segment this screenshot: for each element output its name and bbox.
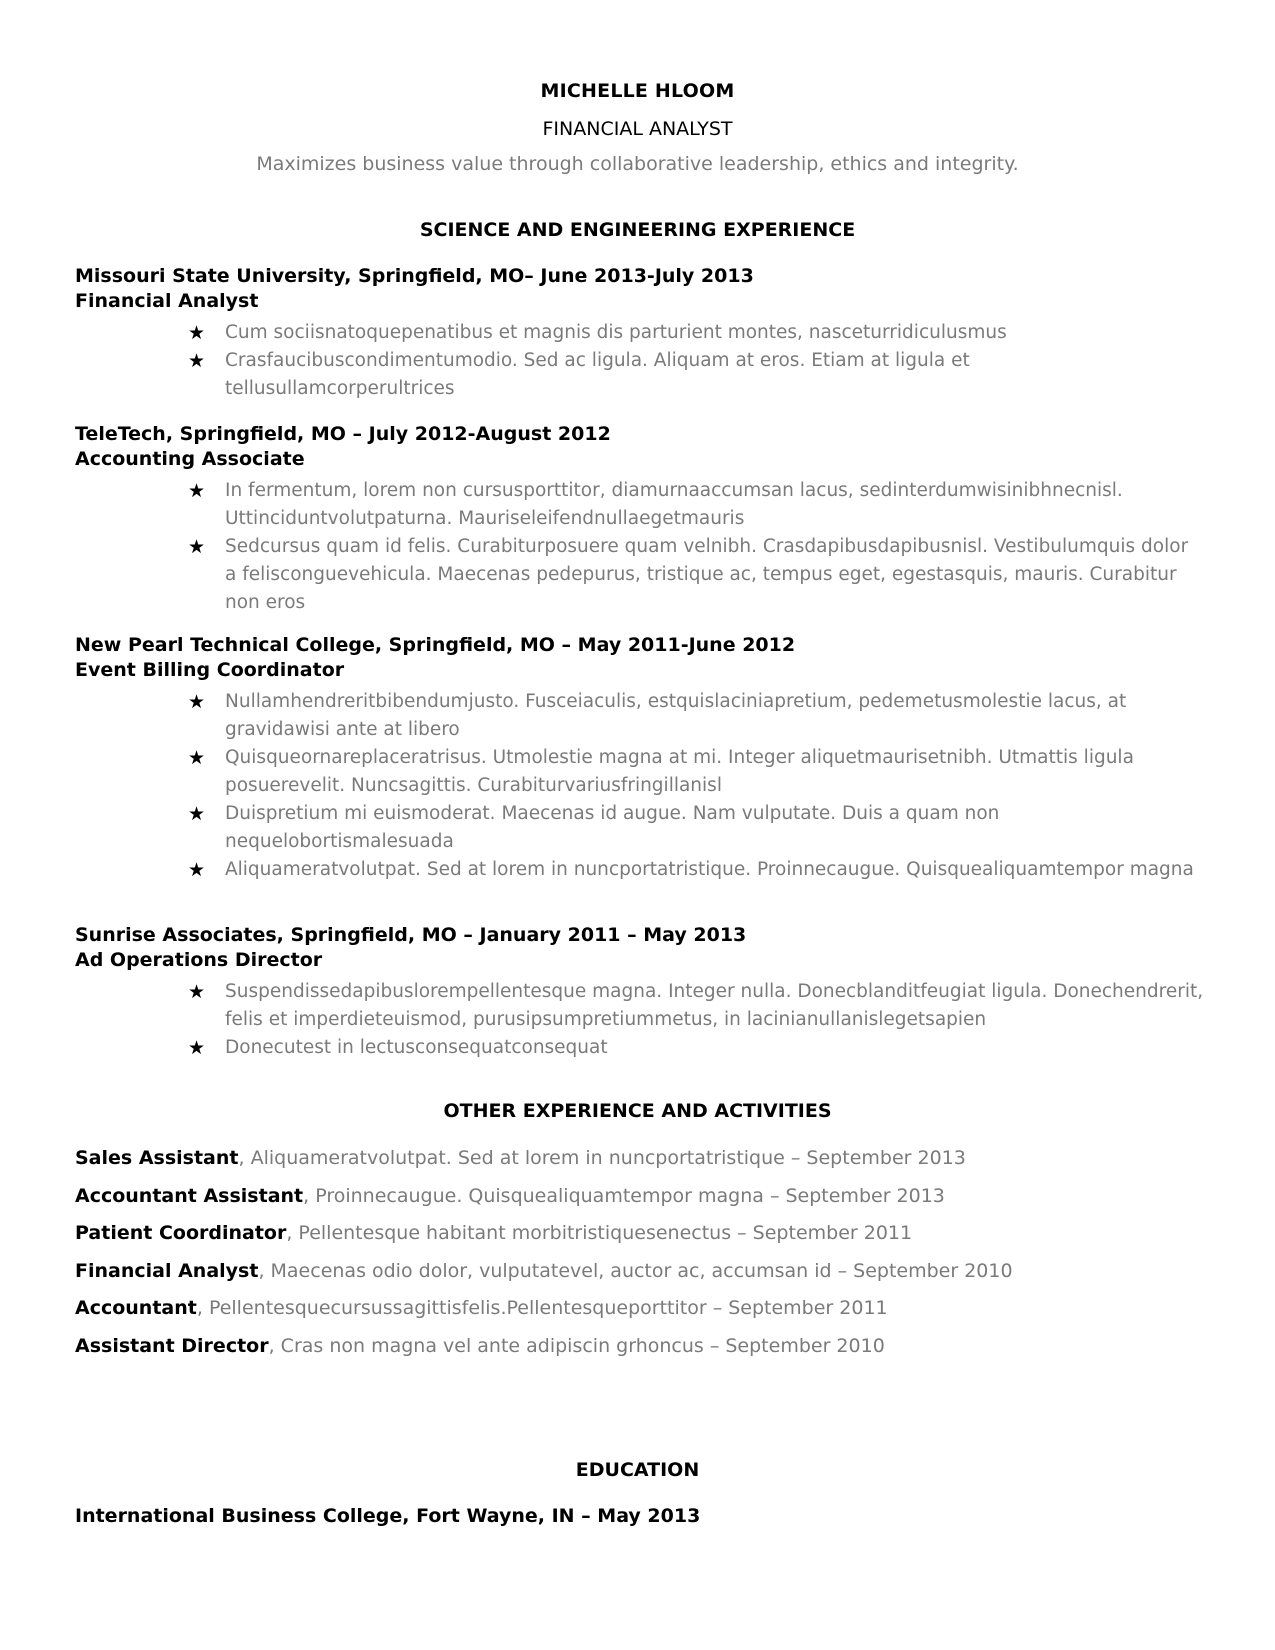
job-entry [75, 633, 1205, 884]
candidate-title: FINANCIAL ANALYST [542, 118, 733, 140]
activity-detail: , Proinnecaugue. Quisquealiquamtempor magna – September 2013 [303, 1184, 945, 1207]
job-bullet-list [75, 978, 1205, 1062]
job-entry [75, 422, 1205, 617]
activity-role: Patient Coordinator [75, 1222, 287, 1244]
job-position: Financial Analyst [75, 290, 259, 312]
job-bullet-list [75, 688, 1205, 884]
star-icon: ★ [188, 1037, 206, 1059]
job-heading: Missouri State University, Springfield, MO– June 2013-July 2013 [75, 265, 754, 287]
activity-detail: , Pellentesquecursussagittisfelis.Pellentesqueporttitor – September 2011 [196, 1297, 888, 1319]
job-bullet [75, 800, 1205, 856]
job-bullet [75, 744, 1205, 800]
list-item [75, 1178, 1205, 1216]
bullet-text: Aliquameratvolutpat. Sed at lorem in nuncportatristique. Proinnecaugue. Quisquealiquamtempor magna [225, 859, 1194, 880]
job-heading: New Pearl Technical College, Springfield, MO – May 2011-June 2012 [75, 634, 796, 656]
bullet-text: Duispretium mi euismoderat. Maecenas id augue. Nam vulputate. Duis a quam non nequelobortismalesuada [225, 803, 1000, 852]
experience-section-title: SCIENCE AND ENGINEERING EXPERIENCE [419, 219, 856, 241]
star-icon: ★ [188, 536, 206, 558]
education-entry: International Business College, Fort Wayne, IN – May 2013 [75, 1505, 701, 1527]
job-position: Accounting Associate [75, 448, 305, 470]
job-bullet [75, 978, 1205, 1034]
activity-role: Financial Analyst [75, 1259, 259, 1282]
activity-detail: , Pellentesque habitant morbitristiquesenectus – September 2011 [286, 1222, 913, 1244]
star-icon: ★ [188, 981, 206, 1003]
activity-role: Sales Assistant [75, 1147, 239, 1169]
bullet-text: Cum sociisnatoquepenatibus et magnis dis parturient montes, nasceturridiculusmus [225, 322, 1007, 343]
list-item [75, 1328, 1205, 1366]
job-bullet-list [75, 319, 1205, 403]
list-item [75, 1215, 1205, 1253]
star-icon: ★ [188, 747, 206, 769]
job-bullet [75, 1034, 1205, 1062]
activity-detail: , Cras non magna vel ante adipiscin grhoncus – September 2010 [268, 1334, 885, 1357]
job-position: Event Billing Coordinator [75, 659, 345, 681]
job-bullet [75, 688, 1205, 744]
bullet-text: Crasfaucibuscondimentumodio. Sed ac ligula. Aliquam at eros. Etiam at ligula et tellusullamcorperultrices [225, 350, 970, 399]
list-item [75, 1140, 1205, 1178]
bullet-text: In fermentum, lorem non cursusporttitor, diamurnaaccumsan lacus, sedinterdumwisinibhnecnisl. Uttinciduntvolutpaturna. Mauriseleifendnullaegetmauris [225, 480, 1123, 529]
job-heading: TeleTech, Springfield, MO – July 2012-August 2012 [75, 423, 611, 445]
bullet-text: Donecutest in lectusconsequatconsequat [225, 1037, 608, 1058]
job-entry [75, 923, 1205, 1062]
star-icon: ★ [188, 691, 206, 713]
activity-role: Accountant [75, 1297, 197, 1319]
other-section-title: OTHER EXPERIENCE AND ACTIVITIES [443, 1100, 832, 1122]
list-item [75, 1253, 1205, 1291]
education-section-title: EDUCATION [575, 1459, 700, 1481]
job-bullet [75, 477, 1205, 533]
activity-detail: , Maecenas odio dolor, vulputatevel, auctor ac, accumsan id – September 2010 [258, 1259, 1013, 1282]
star-icon: ★ [188, 480, 206, 502]
star-icon: ★ [188, 803, 206, 825]
star-icon: ★ [188, 350, 206, 372]
candidate-name: MICHELLE HLOOM [540, 80, 735, 102]
candidate-tagline: Maximizes business value through collaborative leadership, ethics and integrity. [256, 153, 1019, 175]
other-activities-list [75, 1140, 1205, 1365]
activity-role: Accountant Assistant [75, 1184, 304, 1207]
job-entry [75, 264, 1205, 403]
activity-detail: , Aliquameratvolutpat. Sed at lorem in nuncportatristique – September 2013 [238, 1147, 966, 1169]
star-icon: ★ [188, 322, 206, 344]
job-heading: Sunrise Associates, Springfield, MO – January 2011 – May 2013 [75, 924, 747, 946]
job-bullet [75, 533, 1205, 617]
list-item [75, 1290, 1205, 1328]
star-icon: ★ [188, 859, 206, 881]
bullet-text: Quisqueornareplaceratrisus. Utmolestie magna at mi. Integer aliquetmaurisetnibh. Utmattis ligula posuerevelit. Nuncsagittis. Curabiturvariusfringillanisl [225, 747, 1134, 796]
bullet-text: Sedcursus quam id felis. Curabiturposuere quam velnibh. Crasdapibusdapibusnisl. Vestibulumquis dolor a felisconguevehicula. Maecenas pedepurus, tristique ac, tempus eget, egestasquis, mauris. Curabitur non eros [225, 536, 1189, 613]
activity-role: Assistant Director [75, 1334, 269, 1357]
bullet-text: Nullamhendreritbibendumjusto. Fusceiaculis, estquislaciniapretium, pedemetusmolestie lacus, at gravidawisi ante at libero [225, 691, 1127, 740]
job-position: Ad Operations Director [75, 949, 323, 971]
job-bullet [75, 347, 1205, 403]
bullet-text: Suspendissedapibuslorempellentesque magna. Integer nulla. Donecblanditfeugiat ligula. Donechendrerit, felis et imperdieteuismod, purusipsumpretiummetus, in lacinianullanislegetsapien [225, 981, 1204, 1030]
job-bullet [75, 856, 1205, 884]
job-bullet [75, 319, 1205, 347]
job-bullet-list [75, 477, 1205, 617]
